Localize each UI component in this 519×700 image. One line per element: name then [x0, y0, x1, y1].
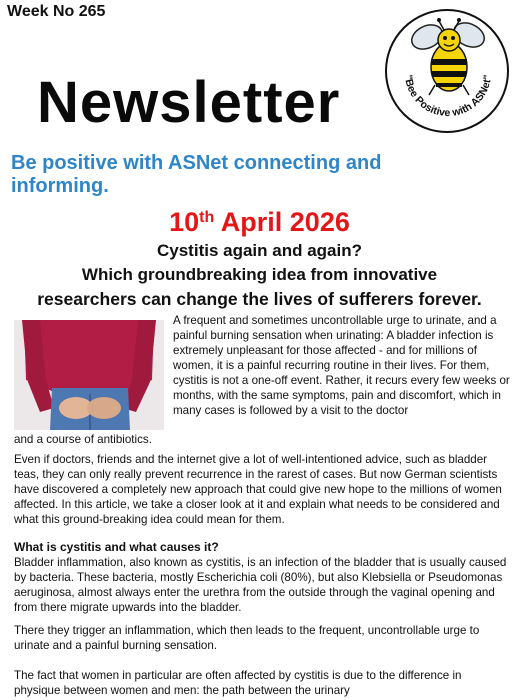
intro-paragraph: A frequent and sometimes uncontrollable urge to urinate, and a painful burning sensation when urinating: A bladder infection is extremely unpleasant for those affected - and for millions of women, it is a painful recurring routine in their lives. For them, cystitis is not a one-off event. Rather, it recurs every few weeks or months, with the same symptoms, pain and discomfort, which in many cases is followed by a visit to the doctor	[173, 314, 510, 417]
week-number: Week No 265	[7, 3, 106, 20]
paragraph-3: There they trigger an inflammation, which then leads to the frequent, uncontrollable urge to urinate and a painful burning sensation.	[14, 624, 480, 652]
intro-paragraph-tail: and a course of antibiotics.	[14, 433, 152, 446]
article-photo	[14, 320, 164, 430]
headline-line-2: Which groundbreaking idea from innovative	[81, 265, 438, 284]
article-headline	[0, 239, 519, 311]
date-day: 10	[169, 207, 200, 237]
paragraph-4: The fact that women in particular are often affected by cystitis is due to the difference in physique between women and men: the path between the urinary	[14, 669, 462, 697]
bee-positive-logo	[383, 7, 511, 135]
headline-line-1: Cystitis again and again?	[157, 241, 362, 260]
paragraph-1: Even if doctors, friends and the internet give a lot of well-intentioned advice, such as bladder teas, they can only really prevent recurrence in the rarest of cases. But now German scientists have discovered a completely new approach that could give new hope to the millions of women affected. In this article, we take a closer look at it and explain what needs to be considered and what this ground-breaking idea could mean for them.	[14, 453, 502, 526]
tagline: Be positive with ASNet connecting and informing.	[11, 152, 382, 197]
section-heading-what-is-cystitis: What is cystitis and what causes it?	[14, 540, 219, 554]
date-suffix: th	[199, 209, 215, 226]
date-rest: April 2026	[214, 207, 350, 237]
headline-line-3: researchers can change the lives of sufferers forever.	[37, 289, 482, 309]
issue-date	[0, 202, 519, 238]
newsletter-title: Newsletter	[37, 70, 341, 135]
paragraph-2: Bladder inflammation, also known as cystitis, is an infection of the bladder that is usually caused by bacteria. These bacteria, mostly Escherichia coli (80%), but also Klebsiella or Pseudomonas aeruginosa, almost always enter the urethra from the outside through the vaginal opening and from there migrate upwards into the bladder.	[14, 556, 507, 614]
logo-text: "Bee Positive with ASNet"	[401, 74, 495, 120]
